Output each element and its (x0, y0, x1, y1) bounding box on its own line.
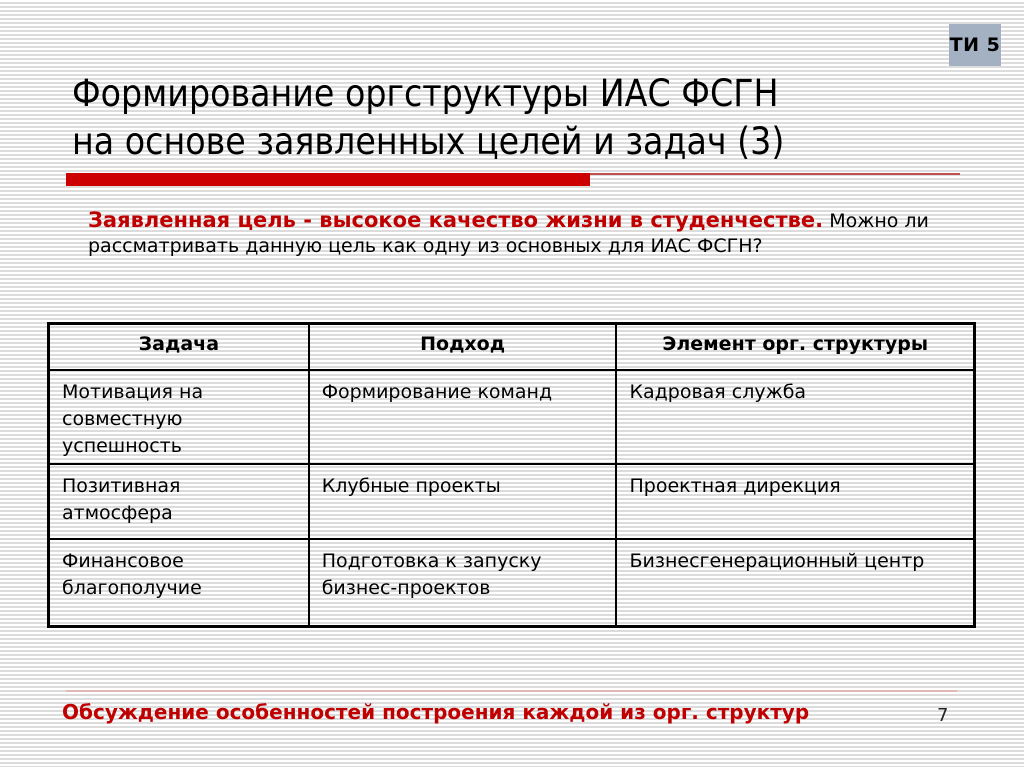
table-row (49, 464, 975, 539)
header-org-element: Элемент орг. структуры (616, 324, 974, 371)
title-line-1: Формирование оргструктуры ИАС ФСГН (72, 72, 779, 115)
header-task: Задача (49, 324, 309, 371)
cell-task: Финансовое благополучие (49, 539, 309, 627)
cell-approach: Подготовка к запуску бизнес-проектов (309, 539, 617, 627)
cell-org-element: Кадровая служба (616, 370, 974, 464)
cell-task: Мотивация на совместную успешность (49, 370, 309, 464)
cell-org-element: Бизнесгенерационный центр (616, 539, 974, 627)
footer-divider (66, 690, 957, 692)
table-row (49, 539, 975, 627)
table-row (49, 370, 975, 464)
org-structure-table (47, 322, 976, 628)
table-header-row (49, 324, 975, 371)
title-line-2: на основе заявленных целей и задач (3) (72, 120, 785, 163)
cell-approach: Клубные проекты (309, 464, 617, 539)
page-number: 7 (937, 705, 949, 726)
title-underline-bar (66, 173, 590, 186)
cell-org-element: Проектная дирекция (616, 464, 974, 539)
header-approach: Подход (309, 324, 617, 371)
title-underline-rule (590, 173, 960, 175)
cell-approach: Формирование команд (309, 370, 617, 464)
cell-task: Позитивная атмосфера (49, 464, 309, 539)
stated-goal: Заявленная цель - высокое качество жизни в студенчестве. (88, 208, 824, 232)
goal-question: Можно ли рассматривать данную цель как одну из основных для ИАС ФСГН? (88, 210, 929, 257)
slide-badge: ТИ 5 (949, 24, 1001, 66)
slide-title (72, 70, 864, 166)
footer-note: Обсуждение особенностей построения каждой из орг. структур (62, 700, 810, 724)
lead-paragraph (88, 208, 968, 258)
